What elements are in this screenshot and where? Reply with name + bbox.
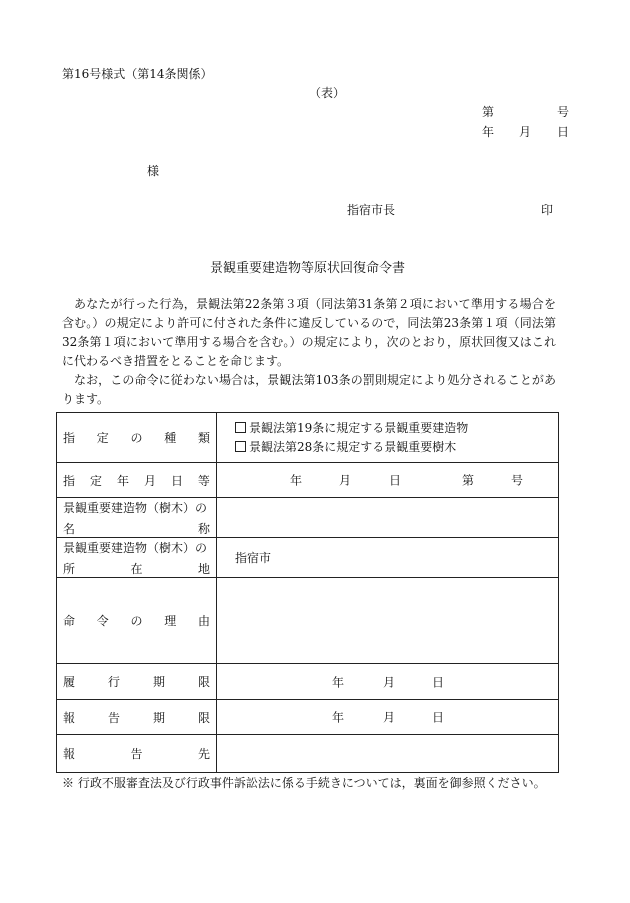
label-reason xyxy=(57,578,217,664)
report-deadline-month: 月 xyxy=(383,710,396,725)
label-char: 所 xyxy=(63,561,76,576)
value-reason xyxy=(217,578,559,664)
paragraph-main: あなたが行った行為，景観法第22条第３項（同法第31条第２項において準用する場合を含む。）の規定により許可に付された条件に違反しているので，同法第23条第１項（同法第32条第１項において準用する場合を含む。）の規定により，次のとおり，原状回復又はこれに代わるべき措置をとることを命じます。 xyxy=(62,297,556,368)
label-deadline xyxy=(57,664,217,700)
designation-month: 月 xyxy=(339,473,352,488)
value-designation-date xyxy=(217,463,559,498)
label-char: 等 xyxy=(197,473,210,488)
label-report-to xyxy=(57,735,217,773)
designation-go: 号 xyxy=(511,473,524,488)
label-char: 限 xyxy=(197,675,210,689)
label-char: 由 xyxy=(197,614,210,628)
value-location: 指宿市 xyxy=(217,538,559,578)
value-deadline xyxy=(217,664,559,700)
label-name: 景観重要建造物（樹木）の 名 称 xyxy=(57,498,217,538)
label-char: 指 xyxy=(63,473,76,488)
order-form-table xyxy=(56,412,559,773)
label-char: 告 xyxy=(107,710,120,725)
checkbox-icon[interactable] xyxy=(235,422,246,433)
date-day: 日 xyxy=(557,125,570,139)
row-designation-date xyxy=(57,463,559,498)
date-month: 月 xyxy=(519,125,532,139)
deadline-year: 年 xyxy=(332,675,345,689)
label-char: 限 xyxy=(197,710,210,725)
side-label: （表） xyxy=(309,86,346,100)
addressee-suffix: 様 xyxy=(147,164,160,178)
deadline-month: 月 xyxy=(383,675,396,689)
value-type xyxy=(217,413,559,463)
label-char: 定 xyxy=(89,473,102,488)
value-report-deadline xyxy=(217,700,559,735)
seal-mark: 印 xyxy=(541,203,554,217)
designation-year: 年 xyxy=(290,473,303,488)
label-char: 期 xyxy=(152,675,165,689)
label-char: 年 xyxy=(116,473,129,488)
label-char: 名 xyxy=(63,521,76,536)
label-report-deadline xyxy=(57,700,217,735)
label-char: 理 xyxy=(164,614,177,628)
body-text xyxy=(62,295,556,409)
value-name xyxy=(217,498,559,538)
row-type xyxy=(57,413,559,463)
label-char: 指 xyxy=(63,431,76,445)
label-char: 月 xyxy=(143,473,156,488)
footer-note: ※ 行政不服審査法及び行政事件訴訟法に係る手続きについては，裏面を御参照ください。 xyxy=(62,776,546,790)
label-location: 景観重要建造物（樹木）の 所 在 地 xyxy=(57,538,217,578)
label-char: 日 xyxy=(170,473,183,488)
label-char: 報 xyxy=(63,710,76,725)
row-location xyxy=(57,538,559,578)
document-title: 景観重要建造物等原状回復命令書 xyxy=(210,261,406,276)
number-go: 号 xyxy=(557,105,570,119)
label-char: 令 xyxy=(96,614,109,628)
label-type xyxy=(57,413,217,463)
label-char: の xyxy=(130,614,143,628)
option-tree[interactable]: 景観法第28条に規定する景観重要樹木 xyxy=(235,438,540,457)
date-year: 年 xyxy=(482,125,495,139)
number-dai: 第 xyxy=(482,105,495,119)
label-char: 在 xyxy=(130,561,143,576)
report-deadline-year: 年 xyxy=(332,710,345,725)
label-char: 類 xyxy=(197,431,210,445)
form-number: 第16号様式（第14条関係） xyxy=(62,67,213,81)
label-char: 先 xyxy=(197,747,210,761)
designation-day: 日 xyxy=(389,473,402,488)
paragraph-penalty: なお，この命令に従わない場合は，景観法第103条の罰則規定により処分されることがあります。 xyxy=(62,373,556,406)
label-char: 報 xyxy=(63,747,76,761)
label-char: 定 xyxy=(96,431,109,445)
label-char: 告 xyxy=(130,747,143,761)
row-report-to xyxy=(57,735,559,773)
report-deadline-day: 日 xyxy=(432,710,445,725)
row-report-deadline xyxy=(57,700,559,735)
deadline-day: 日 xyxy=(432,675,445,689)
option-building[interactable]: 景観法第19条に規定する景観重要建造物 xyxy=(235,419,540,438)
label-char: 履 xyxy=(63,675,76,689)
row-deadline xyxy=(57,664,559,700)
row-reason xyxy=(57,578,559,664)
label-char: 称 xyxy=(197,521,210,536)
label-designation-date xyxy=(57,463,217,498)
label-char: の xyxy=(130,431,143,445)
checkbox-icon[interactable] xyxy=(235,441,246,452)
designation-dai: 第 xyxy=(462,473,475,488)
issuer: 指宿市長 xyxy=(347,203,396,217)
label-char: 地 xyxy=(197,561,210,576)
label-char: 種 xyxy=(164,431,177,445)
label-char: 行 xyxy=(107,675,120,689)
label-char: 命 xyxy=(63,614,76,628)
row-name xyxy=(57,498,559,538)
value-report-to xyxy=(217,735,559,773)
label-char: 期 xyxy=(152,710,165,725)
